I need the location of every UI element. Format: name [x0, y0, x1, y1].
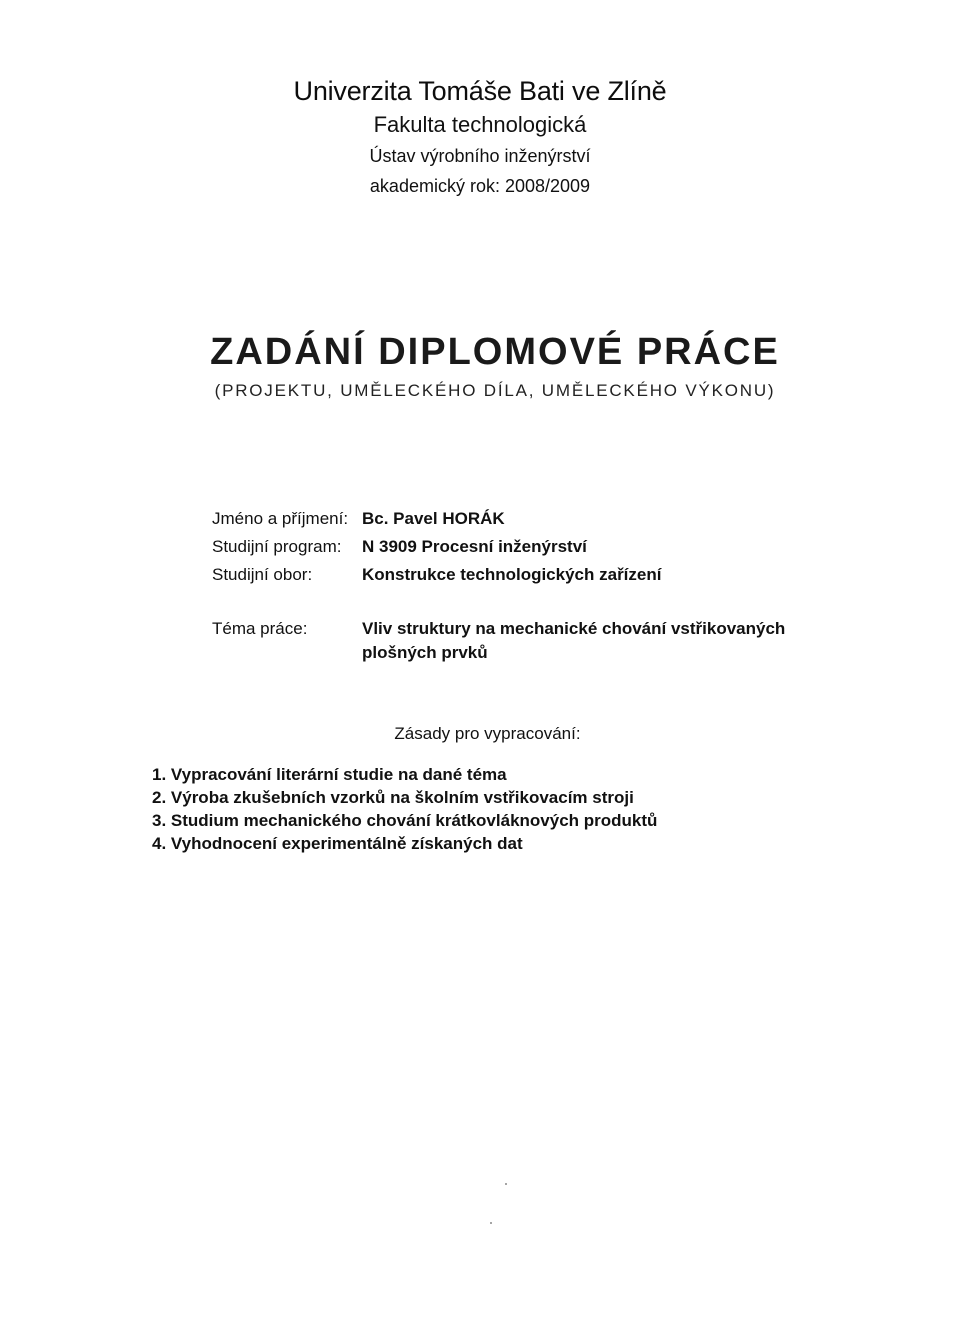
topic-value-line-1: Vliv struktury na mechanické chování vstřikovaných	[362, 619, 786, 638]
info-row-field	[212, 561, 812, 589]
document-title: ZADÁNÍ DIPLOMOVÉ PRÁCE	[210, 331, 780, 373]
thesis-topic	[212, 617, 812, 665]
topic-label: Téma práce:	[212, 619, 308, 638]
field-value: Konstrukce technologických zařízení	[362, 565, 662, 584]
program-value: N 3909 Procesní inženýrství	[362, 537, 587, 556]
topic-value	[362, 617, 812, 665]
principles-item: 4. Vyhodnocení experimentálně získaných dat	[152, 834, 523, 853]
document-subtitle: (PROJEKTU, UMĚLECKÉHO DÍLA, UMĚLECKÉHO VÝKONU)	[214, 381, 776, 400]
academic-year: akademický rok: 2008/2009	[369, 176, 591, 196]
scan-speck	[505, 1183, 507, 1185]
topic-value-line-2: plošných prvků	[362, 643, 488, 662]
header-block	[0, 74, 960, 200]
info-row-program	[212, 533, 812, 561]
field-label: Studijní obor:	[212, 565, 313, 584]
name-value: Bc. Pavel HORÁK	[362, 509, 505, 528]
name-label: Jméno a příjmení:	[212, 509, 349, 528]
university-name: Univerzita Tomáše Bati ve Zlíně	[293, 76, 667, 106]
program-label: Studijní program:	[212, 537, 342, 556]
info-row-name	[212, 505, 812, 533]
title-block	[0, 330, 960, 404]
faculty-name: Fakulta technologická	[373, 112, 587, 137]
principles-heading: Zásady pro vypracování:	[394, 724, 581, 743]
scan-speck	[490, 1222, 492, 1224]
principles-list	[152, 763, 832, 855]
institute-name: Ústav výrobního inženýrství	[369, 146, 591, 166]
principles-item: 2. Výroba zkušebních vzorků na školním vstřikovacím stroji	[152, 788, 634, 807]
principles-item: 3. Studium mechanického chování krátkovláknových produktů	[152, 811, 658, 830]
principles-heading-wrap	[0, 721, 960, 747]
student-info	[212, 505, 812, 589]
principles-item: 1. Vypracování literární studie na dané téma	[152, 765, 507, 784]
